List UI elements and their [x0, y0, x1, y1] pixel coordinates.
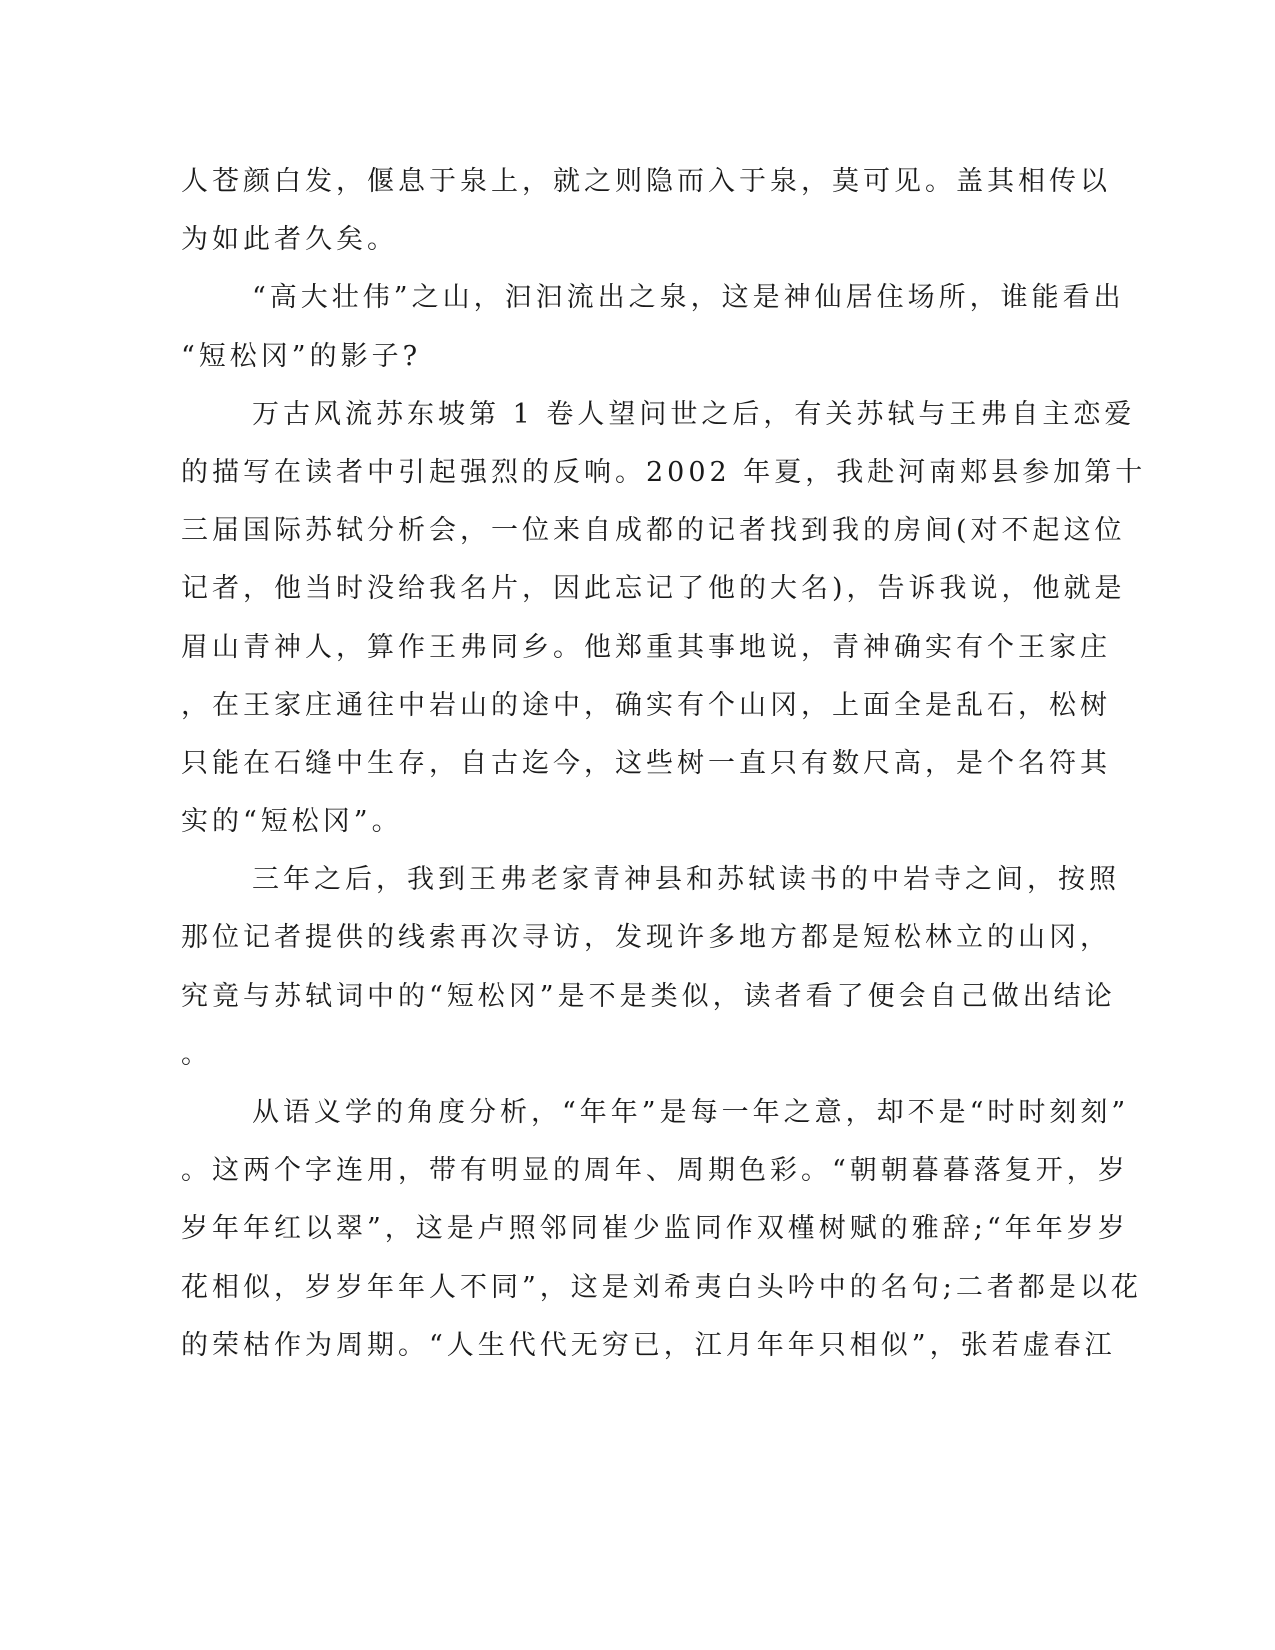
- text-line: 三届国际苏轼分析会，一位来自成都的记者找到我的房间(对不起这位: [181, 515, 1126, 547]
- text-line: 究竟与苏轼词中的“短松冈”是不是类似，读者看了便会自己做出结论: [181, 980, 1116, 1012]
- text-line: 岁年年红以翠”，这是卢照邻同崔少监同作双槿树赋的雅辞;“年年岁岁: [181, 1213, 1129, 1245]
- text-line: 。这两个字连用，带有明显的周年、周期色彩。“朝朝暮暮落复开，岁: [181, 1155, 1129, 1187]
- paragraph-start-line: “高大壮伟”之山，汩汩流出之泉，这是神仙居住场所，谁能看出: [252, 282, 1125, 314]
- paragraph-start-line: 从语义学的角度分析，“年年”是每一年之意，却不是“时时刻刻”: [252, 1097, 1130, 1128]
- paragraph-start-line: 三年之后，我到王弗老家青神县和苏轼读书的中岩寺之间，按照: [252, 864, 1120, 896]
- text-line: 的荣枯作为周期。“人生代代无穷已，江月年年只相似”，张若虚春江: [181, 1329, 1116, 1361]
- text-line: 记者，他当时没给我名片，因此忘记了他的大名)，告诉我说，他就是: [181, 573, 1126, 605]
- text-line: 的描写在读者中引起强烈的反响。2002 年夏，我赴河南郏县参加第十: [181, 456, 1147, 488]
- text-line: 那位记者提供的线索再次寻访，发现许多地方都是短松林立的山冈，: [181, 922, 1111, 954]
- text-line: ，在王家庄通往中岩山的途中，确实有个山冈，上面全是乱石，松树: [181, 689, 1111, 721]
- text-line: 只能在石缝中生存，自古迄今，这些树一直只有数尺高，是个名符其: [181, 747, 1111, 779]
- text-line: 花相似，岁岁年年人不同”，这是刘希夷白头吟中的名句;二者都是以花: [181, 1271, 1142, 1303]
- text-line: 为如此者久矣。: [181, 224, 398, 256]
- body-text: [181, 153, 1147, 1375]
- text-line: 实的“短松冈”。: [181, 806, 403, 838]
- text-line: “短松冈”的影子?: [181, 340, 422, 372]
- paragraph-start-line: 万古风流苏东坡第 1 卷人望问世之后，有关苏轼与王弗自主恋爱: [252, 398, 1136, 430]
- text-line: 人苍颜白发，偃息于泉上，就之则隐而入于泉，莫可见。盖其相传以: [181, 166, 1111, 197]
- text-line: 眉山青神人，算作王弗同乡。他郑重其事地说，青神确实有个王家庄: [181, 631, 1111, 663]
- text-line: 。: [181, 1038, 212, 1070]
